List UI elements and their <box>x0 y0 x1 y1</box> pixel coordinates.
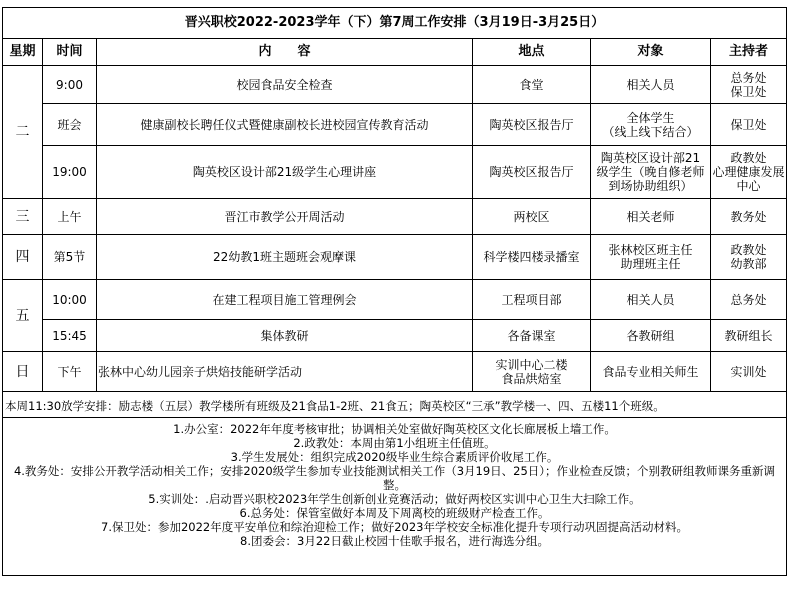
host-cell: 保卫处 <box>711 104 787 146</box>
content-cell: 校园食品安全检查 <box>97 66 473 104</box>
list-item: 2.政教处：本周由第1小组班主任值班。 <box>293 436 496 450</box>
list-item: 7.保卫处：参加2022年度平安单位和综治迎检工作；做好2023年学校安全标准化提升专项行动巩固提高活动材料。 <box>101 520 688 534</box>
header-day: 星期 <box>3 39 43 66</box>
list-item: 5.实训处：.启动晋兴职校2023年学生创新创业竞赛活动；做好两校区实训中心卫生大扫除工作。 <box>148 492 641 506</box>
page-title: 晋兴职校2022-2023学年（下）第7周工作安排（3月19日-3月25日） <box>3 8 787 39</box>
content-cell: 在建工程项目施工管理例会 <box>97 280 473 320</box>
table-row <box>3 146 787 199</box>
work-notes <box>3 418 787 576</box>
content-cell: 晋江市教学公开周活动 <box>97 199 473 235</box>
content-cell: 陶英校区设计部21级学生心理讲座 <box>97 146 473 199</box>
table-row <box>3 280 787 320</box>
host-cell: 教务处 <box>711 199 787 235</box>
header-content: 内 容 <box>97 39 473 66</box>
list-item: 1.办公室：2022年年度考核审批；协调相关处室做好陶英校区文化长廊展板上墙工作。 <box>173 422 616 436</box>
host-cell: 总务处 <box>711 280 787 320</box>
host-cell: 政教处 幼教部 <box>711 235 787 280</box>
table-row <box>3 66 787 104</box>
place-cell: 食堂 <box>473 66 591 104</box>
host-cell: 总务处 保卫处 <box>711 66 787 104</box>
list-item: 8.团委会：3月22日截止校园十佳歌手报名，进行海选分组。 <box>240 534 549 548</box>
host-cell: 教研组长 <box>711 320 787 352</box>
time-cell: 19:00 <box>43 146 97 199</box>
dismissal-note: 本周11:30放学安排：励志楼（五层）教学楼所有班级及21食品1-2班、21食五；陶英校区“三承”教学楼一、四、五楼11个班级。 <box>3 392 787 418</box>
table-row <box>3 320 787 352</box>
schedule-table <box>2 7 787 576</box>
time-cell: 10:00 <box>43 280 97 320</box>
table-row <box>3 199 787 235</box>
day-cell: 三 <box>3 199 43 235</box>
time-cell: 上午 <box>43 199 97 235</box>
host-cell: 实训处 <box>711 352 787 392</box>
place-cell: 陶英校区报告厅 <box>473 146 591 199</box>
list-item: 6.总务处：保管室做好本周及下周离校的班级财产检查工作。 <box>239 506 550 520</box>
time-cell: 第5节 <box>43 235 97 280</box>
table-row <box>3 352 787 392</box>
header-time: 时间 <box>43 39 97 66</box>
content-cell: 集体教研 <box>97 320 473 352</box>
content-cell: 健康副校长聘任仪式暨健康副校长进校园宣传教育活动 <box>97 104 473 146</box>
header-target: 对象 <box>591 39 711 66</box>
target-cell: 各教研组 <box>591 320 711 352</box>
list-item: 3.学生发展处：组织完成2020级毕业生综合素质评价收尾工作。 <box>230 450 559 464</box>
time-cell: 下午 <box>43 352 97 392</box>
content-cell: 张林中心幼儿园亲子烘焙技能研学活动 <box>97 352 473 392</box>
content-cell: 22幼教1班主题班会观摩课 <box>97 235 473 280</box>
place-cell: 实训中心二楼 食品烘焙室 <box>473 352 591 392</box>
day-cell: 日 <box>3 352 43 392</box>
target-cell: 陶英校区设计部21级学生（晚自修老师到场协助组织） <box>591 146 711 199</box>
target-cell: 食品专业相关师生 <box>591 352 711 392</box>
place-cell: 两校区 <box>473 199 591 235</box>
list-item: 4.教务处：安排公开教学活动相关工作；安排2020级学生参加专业技能测试相关工作（3月19日、25日）；作业检查反馈；个别教研组教师课务重新调整。 <box>13 464 776 492</box>
host-cell: 政教处 心理健康发展中心 <box>711 146 787 199</box>
place-cell: 陶英校区报告厅 <box>473 104 591 146</box>
time-cell: 9:00 <box>43 66 97 104</box>
time-cell: 班会 <box>43 104 97 146</box>
day-cell: 四 <box>3 235 43 280</box>
place-cell: 科学楼四楼录播室 <box>473 235 591 280</box>
day-cell: 二 <box>3 66 43 199</box>
table-row <box>3 235 787 280</box>
time-cell: 15:45 <box>43 320 97 352</box>
target-cell: 相关人员 <box>591 66 711 104</box>
target-cell: 相关老师 <box>591 199 711 235</box>
table-row <box>3 104 787 146</box>
day-cell: 五 <box>3 280 43 352</box>
target-cell: 全体学生 （线上线下结合） <box>591 104 711 146</box>
target-cell: 相关人员 <box>591 280 711 320</box>
place-cell: 各备课室 <box>473 320 591 352</box>
target-cell: 张林校区班主任 助理班主任 <box>591 235 711 280</box>
header-host: 主持者 <box>711 39 787 66</box>
header-place: 地点 <box>473 39 591 66</box>
place-cell: 工程项目部 <box>473 280 591 320</box>
